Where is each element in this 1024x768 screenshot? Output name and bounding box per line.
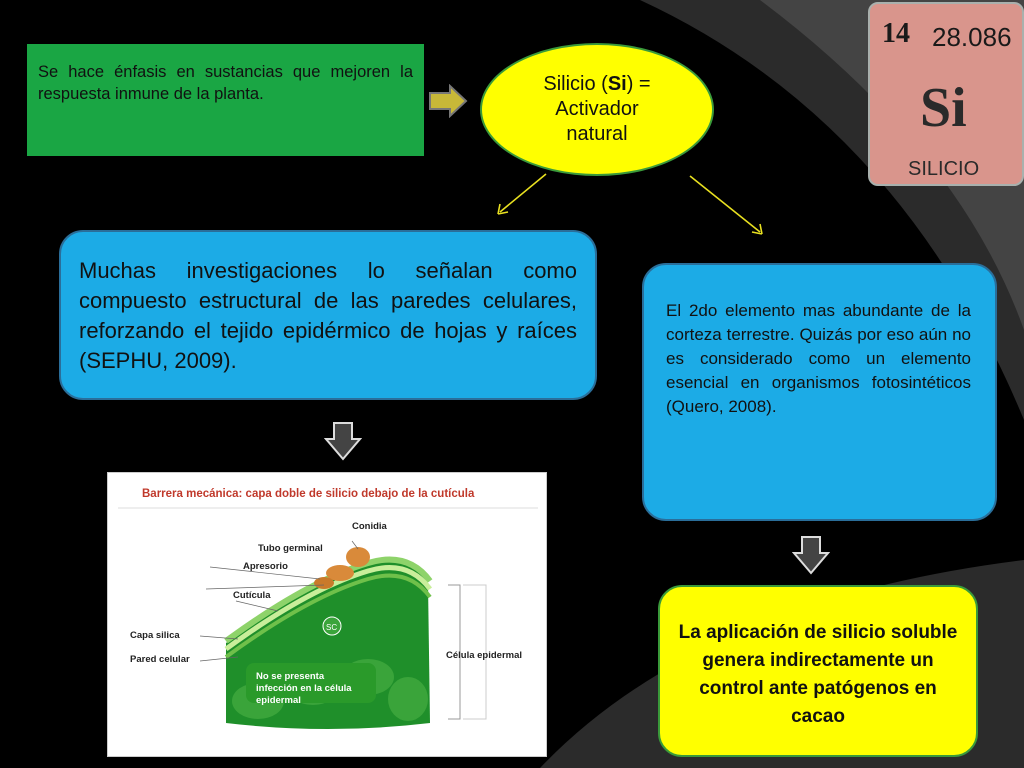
mechanical-barrier-figure bbox=[107, 472, 547, 757]
right-arrow-icon bbox=[428, 84, 468, 118]
label-conidia: Conidia bbox=[352, 521, 387, 532]
immune-response-text: Se hace énfasis en sustancias que mejoren la respuesta inmune de la planta. bbox=[38, 63, 413, 103]
atomic-number: 14 bbox=[882, 18, 910, 49]
sc-label: SC bbox=[326, 623, 338, 632]
label-tubo-germinal: Tubo germinal bbox=[258, 543, 323, 554]
label-capa-silica: Capa silica bbox=[130, 630, 180, 641]
down-arrow-icon bbox=[792, 535, 830, 575]
ellipse-line2: Activador bbox=[555, 98, 639, 120]
earth-crust-box bbox=[642, 263, 997, 521]
cell-wall-research-box bbox=[59, 230, 597, 400]
cacao-control-text: La aplicación de silicio soluble genera indirectamente un control ante patógenos en cacao bbox=[678, 622, 958, 727]
ellipse-line1: Silicio (Si) = bbox=[543, 73, 651, 95]
label-celula-epidermal: Célula epidermal bbox=[446, 650, 523, 661]
label-cuticula: Cutícula bbox=[233, 590, 271, 601]
label-pared-celular: Pared celular bbox=[130, 654, 190, 665]
element-symbol: Si bbox=[920, 77, 967, 139]
atomic-mass: 28.086 bbox=[932, 22, 1012, 52]
immune-response-box bbox=[27, 44, 424, 156]
leaf-tissue-illustration bbox=[108, 473, 548, 758]
no-infection-note: No se presenta infección en la célula epidermal bbox=[256, 671, 352, 706]
element-name: SILICIO bbox=[908, 158, 980, 180]
ellipse-line3: natural bbox=[566, 123, 628, 145]
periodic-table-card bbox=[868, 2, 1024, 186]
label-apresorio: Apresorio bbox=[243, 561, 288, 572]
figure-title: Barrera mecánica: capa doble de silicio debajo de la cutícula bbox=[142, 488, 475, 500]
cacao-control-box bbox=[658, 585, 978, 757]
down-arrow-icon bbox=[324, 421, 362, 461]
earth-crust-text: El 2do elemento mas abundante de la corteza terrestre. Quizás por eso aún no es considerado como un elemento esencial en organismos fotosintéticos (Quero, 2008). bbox=[666, 301, 971, 416]
silicon-activator-ellipse bbox=[480, 43, 714, 176]
cell-wall-research-text: Muchas investigaciones lo señalan como compuesto estructural de las paredes celulares, reforzando el tejido epidérmico de hojas y raíces (SEPHU, 2009). bbox=[79, 258, 577, 373]
